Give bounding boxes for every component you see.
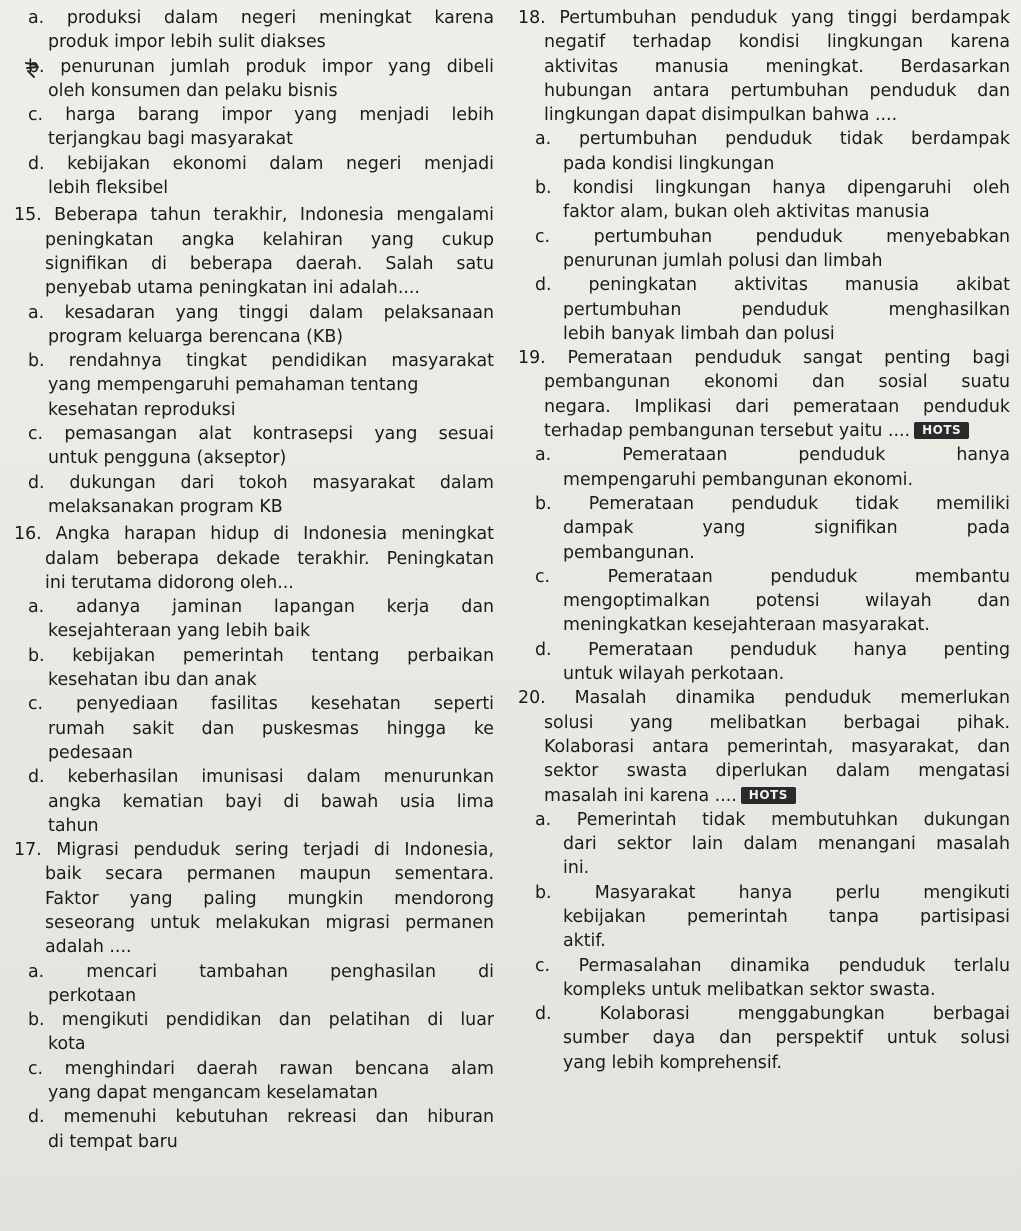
- text-line: [14, 325, 494, 349]
- line-text: seseorang untuk melakukan migrasi permanen: [45, 912, 494, 933]
- line-text: oleh konsumen dan pelaku bisnis: [48, 80, 338, 101]
- text-line: [14, 790, 494, 814]
- line-text: a. pertumbuhan penduduk tidak berdampak: [535, 129, 1010, 150]
- line-text: d. peningkatan aktivitas manusia akibat: [535, 275, 1010, 296]
- line-text: c. penyediaan fasilitas kesehatan seperti: [28, 694, 494, 715]
- option-line: [14, 349, 494, 373]
- text-line: [514, 298, 1010, 322]
- option-line: [14, 595, 494, 619]
- text-line: [14, 373, 494, 397]
- text-line: [514, 905, 1010, 929]
- question-line: [14, 203, 494, 227]
- option-line: [14, 471, 494, 495]
- text-line: [514, 516, 1010, 540]
- line-text: tahun: [48, 815, 99, 836]
- text-line: [14, 911, 494, 935]
- text-line: [14, 228, 494, 252]
- text-line: [14, 547, 494, 571]
- text-line: [14, 398, 494, 422]
- line-text: aktif.: [563, 931, 606, 952]
- text-line: [514, 419, 1010, 443]
- text-line: [514, 103, 1010, 127]
- option-line: [514, 638, 1010, 662]
- line-text: ini.: [563, 858, 590, 879]
- option-line: [14, 422, 494, 446]
- text-line: [514, 1051, 1010, 1075]
- text-line: [14, 862, 494, 886]
- text-line: [14, 619, 494, 643]
- text-line: [14, 814, 494, 838]
- line-text: a. Pemerataan penduduk hanya: [535, 445, 1010, 466]
- line-text: c. Pemerataan penduduk membantu: [535, 566, 1010, 587]
- option-line: [514, 443, 1010, 467]
- line-text: d. Pemerataan penduduk hanya penting: [535, 639, 1010, 660]
- line-text: 15. Beberapa tahun terakhir, Indonesia mengalami: [14, 205, 494, 226]
- line-text: program keluarga berencana (KB): [48, 326, 344, 347]
- line-text: hubungan antara pertumbuhan penduduk dan: [544, 80, 1010, 101]
- option-line: [14, 103, 494, 127]
- left-column: [14, 6, 494, 1154]
- line-text: negatif terhadap kondisi lingkungan karena: [544, 32, 1010, 53]
- line-text: sektor swasta diperlukan dalam mengatasi: [544, 761, 1010, 782]
- text-line: [14, 717, 494, 741]
- text-line: [514, 832, 1010, 856]
- line-text: pada kondisi lingkungan: [563, 153, 775, 174]
- text-line: [514, 978, 1010, 1002]
- line-text: pedesaan: [48, 742, 133, 763]
- line-text: a. adanya jaminan lapangan kerja dan: [28, 597, 494, 618]
- text-line: [514, 370, 1010, 394]
- line-text: peningkatan angka kelahiran yang cukup: [45, 229, 494, 250]
- text-line: [14, 79, 494, 103]
- line-text: lingkungan dapat disimpulkan bahwa ....: [544, 105, 898, 126]
- hots-badge: HOTS: [741, 787, 796, 804]
- text-line: [514, 759, 1010, 783]
- text-line: [514, 55, 1010, 79]
- line-text: kesehatan ibu dan anak: [48, 670, 257, 691]
- option-line: [14, 6, 494, 30]
- right-column: [514, 6, 1010, 1075]
- option-line: [514, 1002, 1010, 1026]
- line-text: meningkatkan kesejahteraan masyarakat.: [563, 615, 930, 636]
- text-line: [14, 176, 494, 200]
- line-text: untuk pengguna (akseptor): [48, 448, 287, 469]
- line-text: b. penurunan jumlah produk impor yang dibeli: [28, 56, 494, 77]
- option-line: [14, 1008, 494, 1032]
- line-text: kebijakan pemerintah tanpa partisipasi: [563, 906, 1010, 927]
- line-text: a. mencari tambahan penghasilan di: [28, 961, 494, 982]
- line-text: 19. Pemerataan penduduk sangat penting bagi: [518, 348, 1010, 369]
- line-text: d. memenuhi kebutuhan rekreasi dan hiburan: [28, 1107, 494, 1128]
- line-text: terhadap pembangunan tersebut yaitu ....: [544, 421, 911, 442]
- text-line: [14, 276, 494, 300]
- question-line: [14, 838, 494, 862]
- line-text: dampak yang signifikan pada: [563, 518, 1010, 539]
- text-line: [514, 468, 1010, 492]
- text-line: [14, 1130, 494, 1154]
- option-line: [14, 301, 494, 325]
- line-text: rumah sakit dan puskesmas hingga ke: [48, 718, 494, 739]
- line-text: perkotaan: [48, 985, 137, 1006]
- line-text: negara. Implikasi dari pemerataan penduduk: [544, 396, 1010, 417]
- text-line: [514, 322, 1010, 346]
- text-line: [514, 200, 1010, 224]
- option-line: [14, 644, 494, 668]
- text-line: [14, 495, 494, 519]
- line-text: yang dapat mengancam keselamatan: [48, 1083, 378, 1104]
- line-text: b. kebijakan pemerintah tentang perbaikan: [28, 645, 494, 666]
- question-line: [514, 346, 1010, 370]
- line-text: 18. Pertumbuhan penduduk yang tinggi berdampak: [518, 8, 1010, 28]
- option-line: [14, 692, 494, 716]
- line-text: untuk wilayah perkotaan.: [563, 664, 785, 685]
- line-text: b. Masyarakat hanya perlu mengikuti: [535, 882, 1010, 903]
- text-line: [514, 249, 1010, 273]
- text-line: [514, 929, 1010, 953]
- line-text: d. Kolaborasi menggabungkan berbagai: [535, 1004, 1010, 1025]
- line-text: pembangunan ekonomi dan sosial suatu: [544, 372, 1010, 393]
- line-text: b. rendahnya tingkat pendidikan masyarakat: [28, 351, 494, 372]
- option-line: [14, 1057, 494, 1081]
- line-text: produk impor lebih sulit diakses: [48, 32, 326, 53]
- text-line: [514, 613, 1010, 637]
- line-text: 16. Angka harapan hidup di Indonesia meningkat: [14, 524, 494, 545]
- text-line: [14, 30, 494, 54]
- option-line: [14, 1105, 494, 1129]
- line-text: masalah ini karena ....: [544, 785, 737, 806]
- text-line: [14, 571, 494, 595]
- text-line: [514, 589, 1010, 613]
- text-line: [514, 79, 1010, 103]
- text-line: [14, 984, 494, 1008]
- text-line: [14, 741, 494, 765]
- text-line: [514, 856, 1010, 880]
- text-line: [514, 1026, 1010, 1050]
- line-text: pertumbuhan penduduk menghasilkan: [563, 299, 1010, 320]
- line-text: b. Pemerataan penduduk tidak memiliki: [535, 493, 1010, 514]
- line-text: kesehatan reproduksi: [48, 399, 236, 420]
- text-line: [514, 541, 1010, 565]
- line-text: c. menghindari daerah rawan bencana alam: [28, 1058, 494, 1079]
- line-text: yang mempengaruhi pemahaman tentang: [48, 375, 419, 396]
- text-line: [14, 446, 494, 470]
- option-line: [514, 808, 1010, 832]
- line-text: d. dukungan dari tokoh masyarakat dalam: [28, 472, 494, 493]
- text-line: [14, 1081, 494, 1105]
- option-line: [514, 273, 1010, 297]
- line-text: dari sektor lain dalam menangani masalah: [563, 834, 1010, 855]
- question-line: [514, 6, 1010, 30]
- line-text: aktivitas manusia meningkat. Berdasarkan: [544, 56, 1010, 77]
- line-text: kota: [48, 1034, 86, 1055]
- line-text: 17. Migrasi penduduk sering terjadi di Indonesia,: [14, 840, 494, 861]
- line-text: solusi yang melibatkan berbagai pihak.: [544, 712, 1010, 733]
- text-line: [514, 395, 1010, 419]
- line-text: mengoptimalkan potensi wilayah dan: [563, 591, 1010, 612]
- line-text: 20. Masalah dinamika penduduk memerlukan: [518, 688, 1010, 709]
- line-text: c. pertumbuhan penduduk menyebabkan: [535, 226, 1010, 247]
- line-text: a. kesadaran yang tinggi dalam pelaksanaan: [28, 302, 494, 323]
- line-text: ini terutama didorong oleh...: [45, 572, 294, 593]
- text-line: [14, 127, 494, 151]
- text-line: [514, 152, 1010, 176]
- hots-badge: HOTS: [914, 422, 969, 439]
- line-text: angka kematian bayi di bawah usia lima: [48, 791, 494, 812]
- line-text: Faktor yang paling mungkin mendorong: [45, 888, 494, 909]
- text-line: [514, 711, 1010, 735]
- line-text: b. mengikuti pendidikan dan pelatihan di luar: [28, 1010, 494, 1031]
- line-text: c. Permasalahan dinamika penduduk terlalu: [535, 955, 1010, 976]
- option-line: [14, 960, 494, 984]
- text-line: [14, 1032, 494, 1056]
- line-text: lebih fleksibel: [48, 178, 169, 199]
- text-line: [14, 935, 494, 959]
- line-text: signifikan di beberapa daerah. Salah satu: [45, 253, 494, 274]
- line-text: kesejahteraan yang lebih baik: [48, 621, 311, 642]
- line-text: c. harga barang impor yang menjadi lebih: [28, 105, 494, 126]
- option-line: [14, 765, 494, 789]
- option-line: [514, 492, 1010, 516]
- line-text: mempengaruhi pembangunan ekonomi.: [563, 469, 914, 490]
- option-line: [514, 225, 1010, 249]
- line-text: kompleks untuk melibatkan sektor swasta.: [563, 979, 936, 1000]
- line-text: terjangkau bagi masyarakat: [48, 129, 293, 150]
- question-line: [514, 686, 1010, 710]
- line-text: d. keberhasilan imunisasi dalam menurunkan: [28, 767, 494, 788]
- line-text: adalah ....: [45, 937, 132, 958]
- option-line: [514, 176, 1010, 200]
- line-text: sumber daya dan perspektif untuk solusi: [563, 1028, 1010, 1049]
- line-text: a. produksi dalam negeri meningkat karena: [28, 8, 494, 28]
- line-text: penurunan jumlah polusi dan limbah: [563, 250, 883, 271]
- line-text: d. kebijakan ekonomi dalam negeri menjadi: [28, 153, 494, 174]
- line-text: a. Pemerintah tidak membutuhkan dukungan: [535, 809, 1010, 830]
- line-text: pembangunan.: [563, 542, 695, 563]
- text-line: [14, 668, 494, 692]
- line-text: yang lebih komprehensif.: [563, 1052, 783, 1073]
- line-text: dalam beberapa dekade terakhir. Peningkatan: [45, 548, 494, 569]
- option-line: [514, 565, 1010, 589]
- option-line: [14, 55, 494, 79]
- line-text: Kolaborasi antara pemerintah, masyarakat, dan: [544, 736, 1010, 757]
- question-line: [14, 522, 494, 546]
- text-line: [14, 887, 494, 911]
- option-line: [14, 152, 494, 176]
- option-line: [514, 127, 1010, 151]
- line-text: faktor alam, bukan oleh aktivitas manusia: [563, 202, 930, 223]
- text-line: [14, 252, 494, 276]
- option-line: [514, 881, 1010, 905]
- text-line: [514, 735, 1010, 759]
- text-line: [514, 662, 1010, 686]
- text-line: [514, 30, 1010, 54]
- line-text: lebih banyak limbah dan polusi: [563, 323, 835, 344]
- line-text: di tempat baru: [48, 1131, 178, 1152]
- text-line: [514, 784, 1010, 808]
- line-text: c. pemasangan alat kontrasepsi yang sesuai: [28, 424, 494, 445]
- line-text: melaksanakan program KB: [48, 496, 283, 517]
- line-text: penyebab utama peningkatan ini adalah....: [45, 278, 420, 299]
- option-line: [514, 954, 1010, 978]
- line-text: b. kondisi lingkungan hanya dipengaruhi oleh: [535, 178, 1010, 199]
- line-text: baik secara permanen maupun sementara.: [45, 864, 494, 885]
